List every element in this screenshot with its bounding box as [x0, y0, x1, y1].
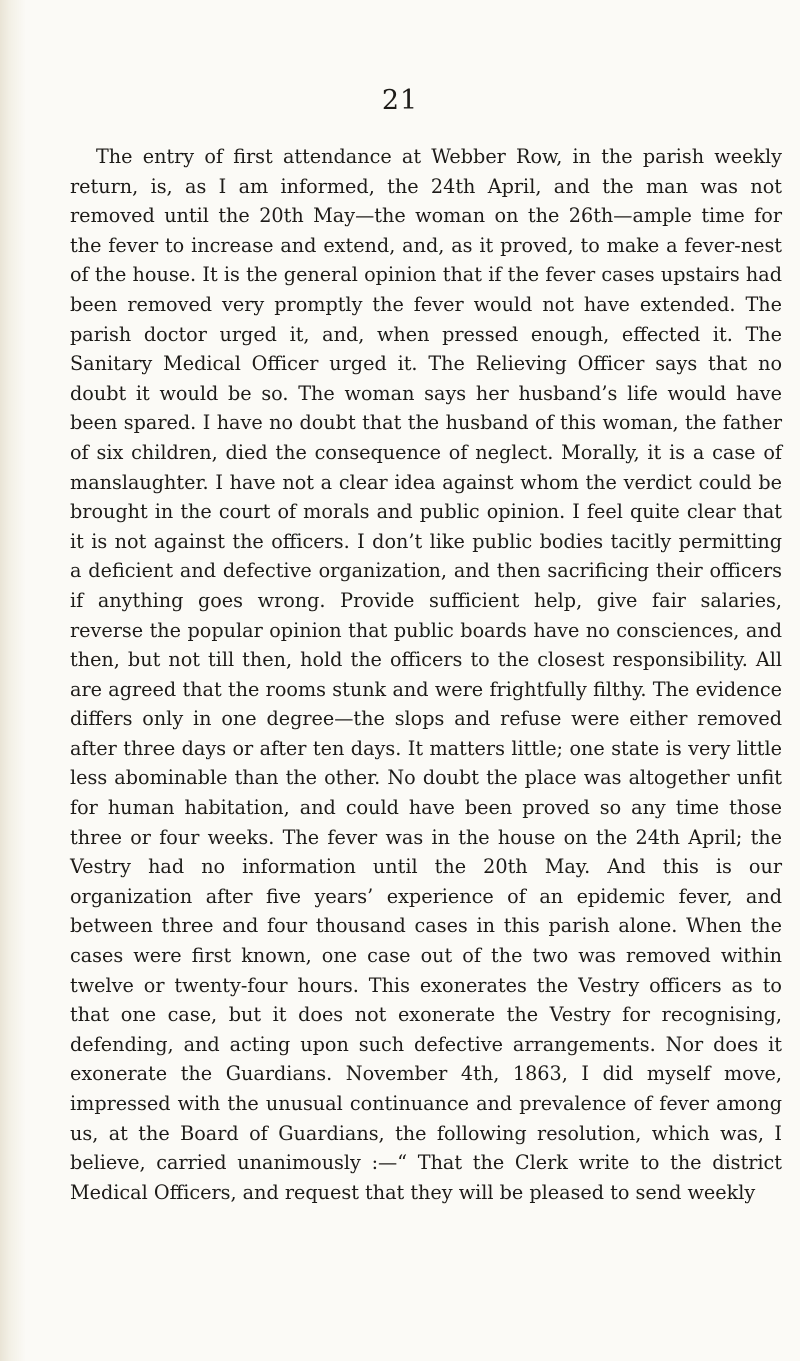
body-paragraph: The entry of first attendance at Webber Row, in the parish weekly return, is, as I am informed, the 24th April, and the man was not removed until the 20th May—the woman on the 26th—ample time for the fever to increase and extend, and, as it proved, to make a fever-nest of the house. It is the general opinion that if the fever cases upstairs had been removed very promptly the fever would not have extended. The parish doctor urged it, and, when pressed enough, effected it. The Sanitary Medical Officer urged it. The Relieving Officer says that no doubt it would be so. The woman says her husband’s life would have been spared. I have no doubt that the husband of this woman, the father of six children, died the consequence of neglect. Morally, it is a case of manslaughter. I have not a clear idea against whom the verdict could be brought in the court of morals and public opinion. I feel quite clear that it is not against the officers. I don’t like public bodies tacitly permitting a deficient and defective organization, and then sacrificing their officers if anything goes wrong. Provide sufficient help, give fair salaries, reverse the popular opinion that public boards have no consciences, and then, but not till then, hold the officers to the closest responsibility. All are agreed that the rooms stunk and were frightfully filthy. The evidence differs only in one degree—the slops and refuse were either removed after three days or after ten days. It matters little; one state is very little less abominable than the other. No doubt the place was altogether unfit for human habitation, and could have been proved so any time those three or four weeks. The fever was in the house on the 24th April; the Vestry had no information until the 20th May. And this is our organization after five years’ experience of an epidemic fever, and between three and four thousand cases in this parish alone. When the cases were first known, one case out of the two was removed within twelve or twenty-four hours. This exonerates the Vestry officers as to that one case, but it does not exonerate the Vestry for recognising, defending, and acting upon such defective arrangements. Nor does it exonerate the Guardians. November 4th, 1863, I did myself move, impressed with the unusual continuance and prevalence of fever among us, at the Board of Guardians, the following resolution, which was, I believe, carried unanimously :—“ That the Clerk write to the district Medical Officers, and request that they will be pleased to send weekly: [70, 145, 782, 1204]
page-number: 21: [381, 85, 419, 116]
